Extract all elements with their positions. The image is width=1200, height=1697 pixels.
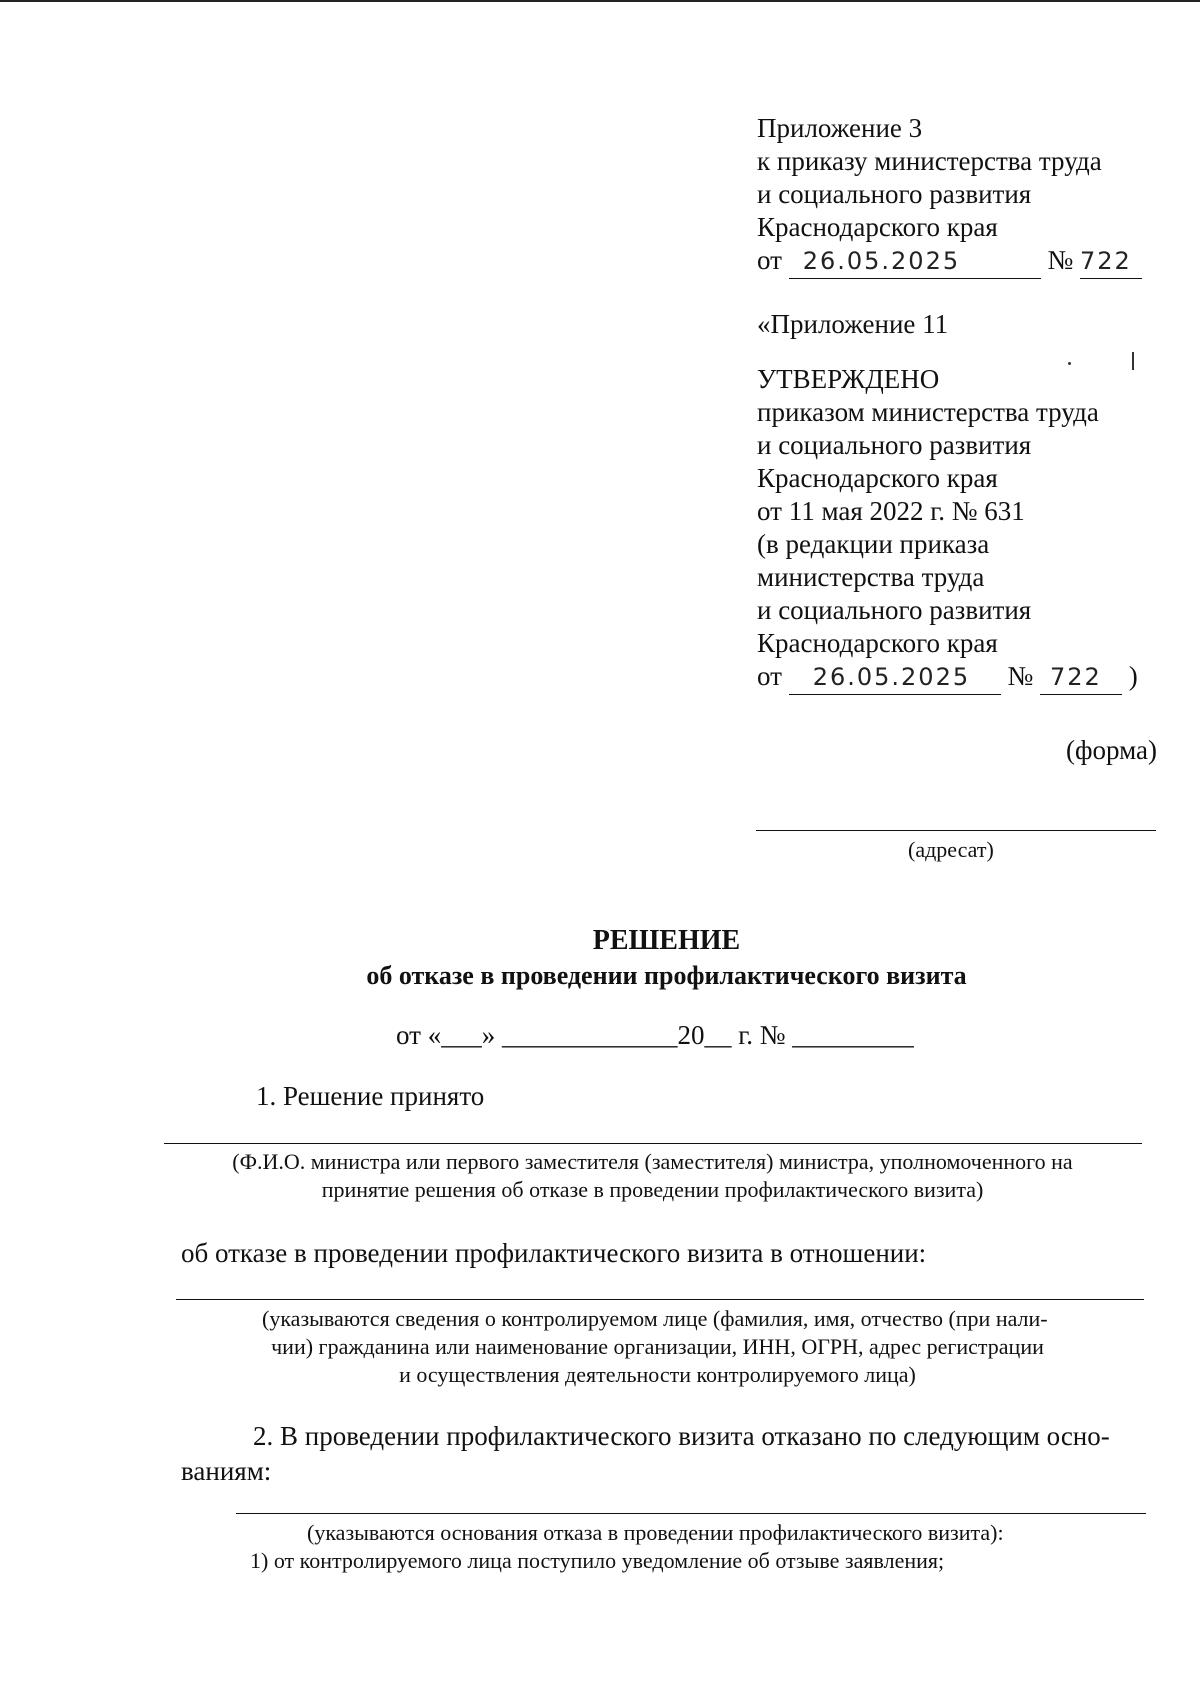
handwritten-number: 722: [1040, 661, 1122, 695]
number-sign: №: [1007, 661, 1034, 691]
scan-mark: [1132, 352, 1134, 370]
grounds-item-1: 1) от контролируемого лица поступило уведомление об отзыве заявления;: [250, 1548, 945, 1573]
header-line: к приказу министерства труда: [757, 146, 1102, 176]
decision-date-line: от «___» _____________20__ г. № _________: [396, 1020, 914, 1050]
appendix-block: [757, 308, 1138, 695]
header-date-line: [757, 244, 1142, 279]
close-paren: ): [1128, 661, 1138, 691]
addressee-line: [756, 830, 1156, 831]
subject-line: [176, 1299, 1144, 1300]
header-line: и социального развития: [757, 179, 1032, 209]
form-label: (форма): [1066, 735, 1157, 765]
handwritten-number: 722: [1080, 245, 1142, 279]
appendix-line: Краснодарского края: [757, 628, 998, 658]
scan-mark: [1068, 362, 1071, 365]
relation-text: об отказе в проведении профилактического визита в отношении:: [181, 1238, 927, 1268]
date-prefix: от: [757, 661, 782, 691]
approval-header: [757, 112, 1142, 279]
appendix-line: от 11 мая 2022 г. № 631: [757, 496, 1025, 526]
approved-label: УТВЕРЖДЕНО: [757, 364, 940, 394]
header-line: Приложение 3: [757, 113, 923, 143]
grounds-line: [236, 1513, 1146, 1514]
subject-caption-1: (указываются сведения о контролируемом лице (фамилия, имя, отчество (при нали-: [262, 1306, 1048, 1331]
decision-maker-line: [164, 1143, 1142, 1144]
appendix-line: (в редакции приказа: [757, 529, 990, 559]
top-border-line: [0, 0, 1200, 2]
header-line: Краснодарского края: [757, 212, 998, 242]
decision-maker-caption-2: принятие решения об отказе в проведении профилактического визита): [321, 1177, 984, 1202]
grounds-caption: (указываются основания отказа в проведении профилактического визита):: [307, 1520, 1004, 1545]
section1-text: 1. Решение принято: [256, 1081, 485, 1111]
appendix-line: и социального развития: [757, 430, 1032, 460]
appendix-date-line: [757, 660, 1138, 695]
addressee-caption: (адресат): [908, 837, 994, 862]
appendix-line: приказом министерства труда: [757, 397, 1099, 427]
decision-title: РЕШЕНИЕ: [592, 925, 741, 956]
section2-text-1: 2. В проведении профилактического визита отказано по следующим осно-: [253, 1421, 1110, 1451]
handwritten-date: 26.05.2025: [789, 661, 1001, 695]
decision-maker-caption-1: (Ф.И.О. министра или первого заместителя (заместителя) министра, уполномоченного на: [232, 1149, 1073, 1174]
appendix-line: и социального развития: [757, 595, 1032, 625]
appendix-title: «Приложение 11: [757, 309, 949, 339]
subject-caption-3: и осуществления деятельности контролируемого лица): [399, 1362, 916, 1387]
decision-subtitle: об отказе в проведении профилактического визита: [366, 961, 967, 990]
handwritten-date: 26.05.2025: [789, 245, 1041, 279]
appendix-line: Краснодарского края: [757, 463, 998, 493]
date-prefix: от: [757, 245, 782, 275]
number-sign: №: [1047, 245, 1074, 275]
subject-caption-2: чии) гражданина или наименование организации, ИНН, ОГРН, адрес регистрации: [271, 1334, 1044, 1359]
section2-text-2: ваниям:: [181, 1456, 272, 1486]
appendix-line: министерства труда: [757, 562, 985, 592]
